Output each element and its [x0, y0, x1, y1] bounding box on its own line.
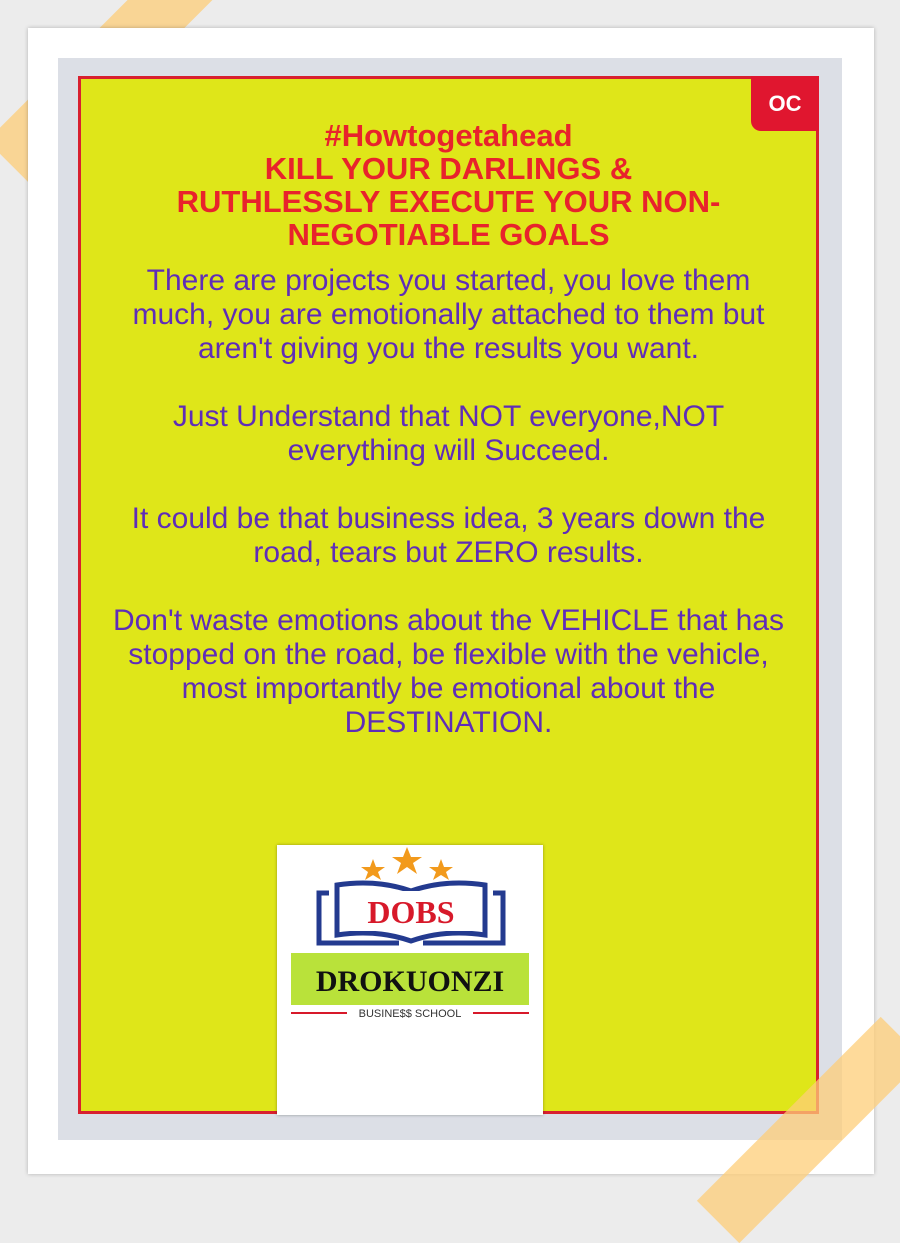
dobs-logo	[277, 845, 543, 1115]
headline	[81, 119, 816, 251]
headline-line-2: RUTHLESSLY EXECUTE YOUR NON-	[176, 184, 721, 219]
paragraph-3: It could be that business idea, 3 years down the road, tears but ZERO results.	[131, 502, 766, 569]
poster	[78, 76, 819, 1114]
logo-tagline: BUSINE$$ SCHOOL	[358, 1008, 462, 1020]
paragraph-1: There are projects you started, you love them much, you are emotionally attached to them but aren't giving you the results you want.	[132, 264, 765, 365]
stars-icon	[361, 847, 453, 880]
headline-line-1: KILL YOUR DARLINGS &	[264, 151, 633, 186]
headline-hashtag: #Howtogetahead	[324, 118, 573, 153]
paragraph-2: Just Understand that NOT everyone,NOT everything will Succeed.	[172, 400, 725, 467]
paragraph-4: Don't waste emotions about the VEHICLE that has stopped on the road, be flexible with the vehicle, most importantly be emotional about the DESTINATION.	[112, 604, 785, 739]
body-text	[111, 264, 786, 774]
headline-line-3: NEGOTIABLE GOALS	[287, 217, 610, 252]
oc-badge: OC	[751, 76, 819, 131]
dobs-acronym: DOBS	[367, 894, 455, 930]
logo-name: DROKUONZI	[315, 965, 505, 998]
logo-card	[277, 845, 543, 1115]
